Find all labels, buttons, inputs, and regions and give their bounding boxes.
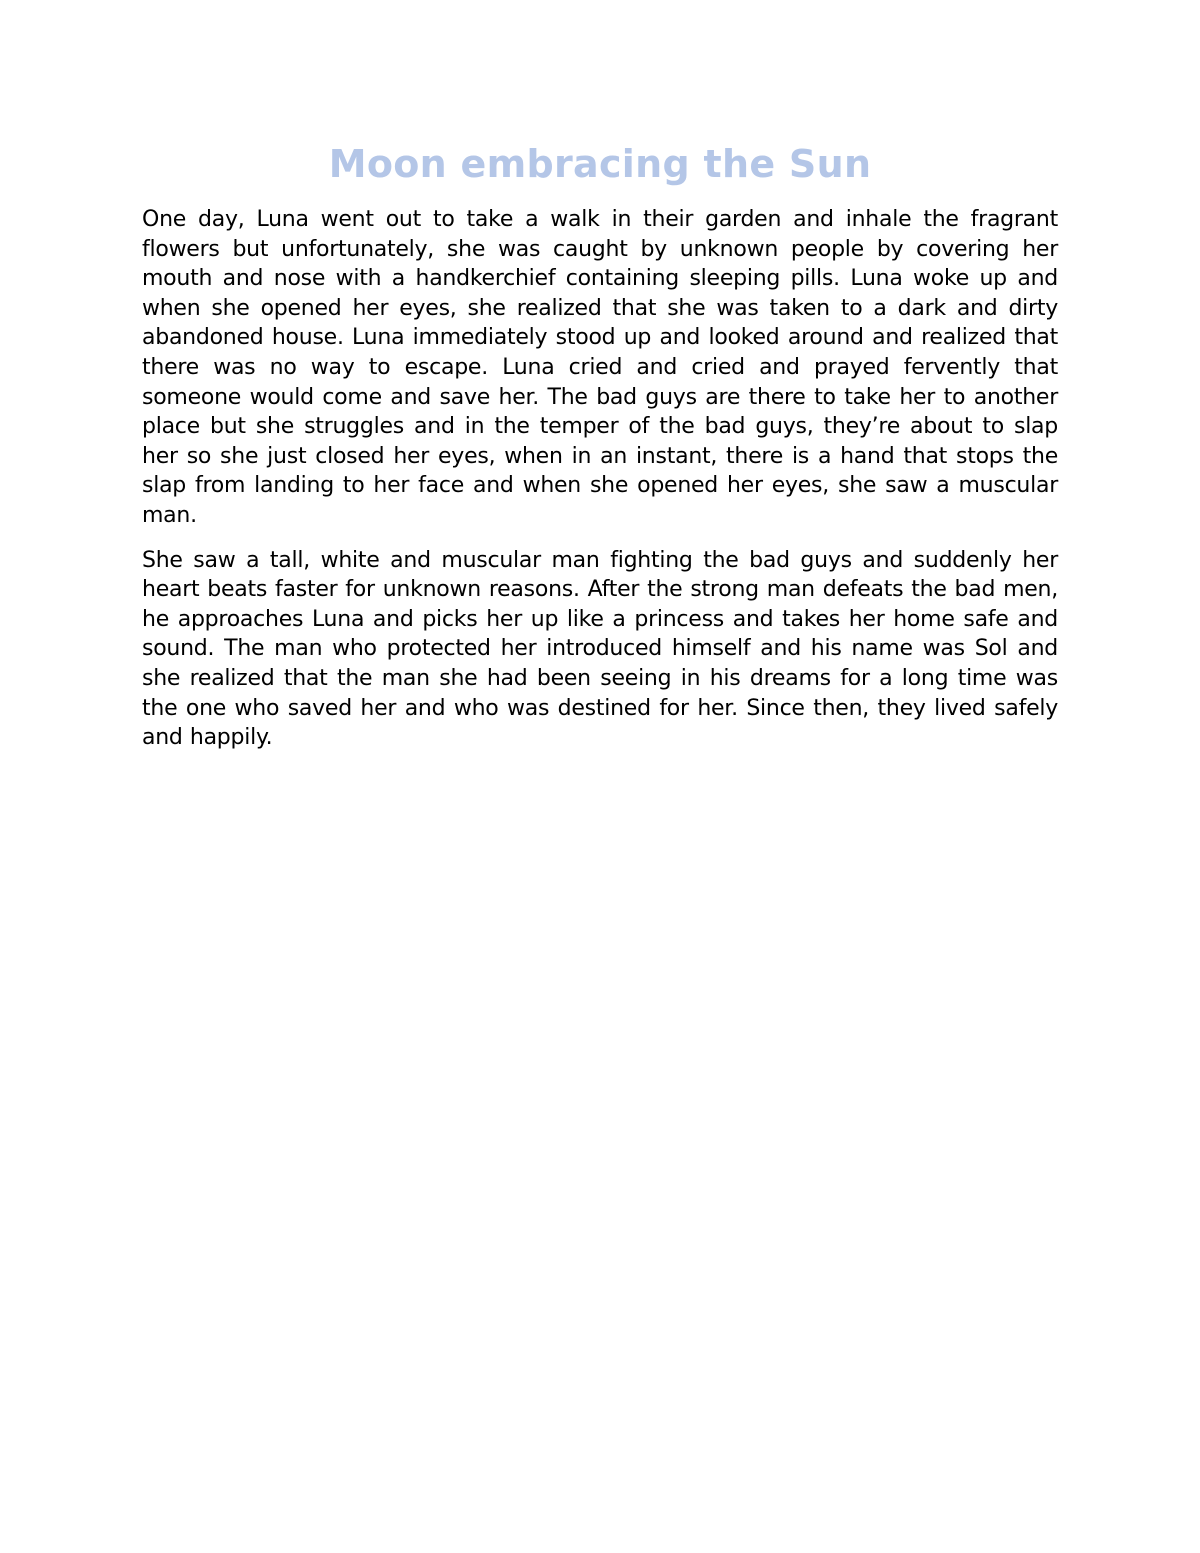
document-body [142,205,1058,768]
paragraph-2: She saw a tall, white and muscular man fighting the bad guys and suddenly her heart beats faster for unknown reasons. After the strong man defeats the bad men, he approaches Luna and picks her up like a princess and takes her home safe and sound. The man who protected her introduced himself and his name was Sol and she realized that the man she had been seeing in his dreams for a long time was the one who saved her and who was destined for her. Since then, they lived safely and happily. [142,547,1058,751]
document-title: Moon embracing the Sun [328,142,872,186]
paragraph-1: One day, Luna went out to take a walk in their garden and inhale the fragrant flowers but unfortunately, she was caught by unknown people by covering her mouth and nose with a handkerchief containing sleeping pills. Luna woke up and when she opened her eyes, she realized that she was taken to a dark and dirty abandoned house. Luna immediately stood up and looked around and realized that there was no way to escape. Luna cried and cried and prayed fervently that someone would come and save her. The bad guys are there to take her to another place but she struggles and in the temper of the bad guys, they’re about to slap her so she just closed her eyes, when in an instant, there is a hand that stops the slap from landing to her face and when she opened her eyes, she saw a muscular man. [142,207,1058,528]
